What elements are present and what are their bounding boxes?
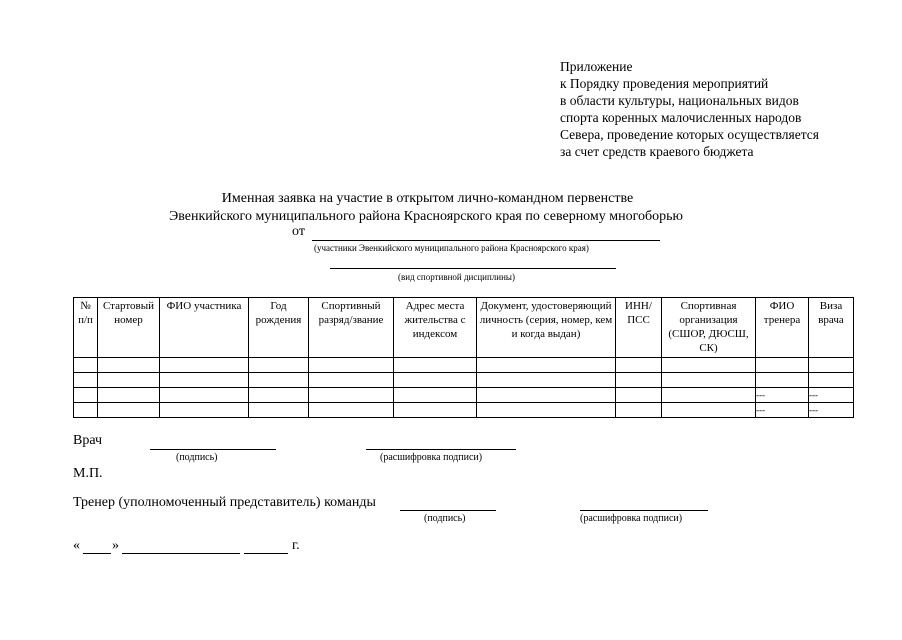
table-cell[interactable] <box>616 403 662 418</box>
appendix-line: в области культуры, национальных видов <box>560 93 799 108</box>
table-row <box>74 403 854 418</box>
table-row <box>74 388 854 403</box>
doctor-label: Врач <box>73 433 103 448</box>
appendix-line: к Порядку проведения мероприятий <box>560 76 769 91</box>
table-cell[interactable] <box>98 373 160 388</box>
table-cell[interactable] <box>309 358 394 373</box>
appendix-line: спорта коренных малочисленных народов <box>560 110 802 125</box>
appendix-line: за счет средств краевого бюджета <box>560 144 754 159</box>
table-cell[interactable] <box>98 403 160 418</box>
table-cell[interactable] <box>809 373 854 388</box>
coach-decode-line[interactable] <box>580 510 708 511</box>
coach-decode-caption: (расшифровка подписи) <box>580 513 683 524</box>
header-cell: Стартовый номер <box>98 298 160 358</box>
date-year-line[interactable] <box>244 553 288 554</box>
appendix-block <box>560 58 819 160</box>
doctor-decode-line[interactable] <box>366 449 516 450</box>
table-cell[interactable] <box>756 358 809 373</box>
table-cell[interactable] <box>160 373 249 388</box>
header-cell: Спортивная организация (СШОР, ДЮСШ, СК) <box>662 298 756 358</box>
table-cell[interactable] <box>249 388 309 403</box>
header-cell: ФИО участника <box>160 298 249 358</box>
date-day-line[interactable] <box>83 553 111 554</box>
table-cell-dash[interactable]: --- <box>809 403 854 418</box>
sport-fill-line <box>330 268 616 269</box>
table-cell[interactable] <box>98 358 160 373</box>
header-cell: ФИО тренера <box>756 298 809 358</box>
table-cell[interactable] <box>74 358 98 373</box>
appendix-line: Севера, проведение которых осуществляется <box>560 127 819 142</box>
from-caption: (участники Эвенкийского муниципального района Красноярского края) <box>314 243 589 253</box>
from-label: от <box>292 224 305 239</box>
header-cell: № п/п <box>74 298 98 358</box>
table-cell[interactable] <box>477 388 616 403</box>
doctor-decode-caption: (расшифровка подписи) <box>380 452 483 463</box>
appendix-line: Приложение <box>560 59 633 74</box>
table-cell[interactable] <box>309 403 394 418</box>
table-cell[interactable] <box>249 373 309 388</box>
from-fill-line <box>312 240 660 241</box>
header-cell: Виза врача <box>809 298 854 358</box>
table-cell[interactable] <box>662 388 756 403</box>
coach-sign-caption: (подпись) <box>424 513 466 524</box>
table-row <box>74 358 854 373</box>
header-cell: Год рождения <box>249 298 309 358</box>
header-cell: Документ, удостоверяющий личность (серия, номер, кем и когда выдан) <box>477 298 616 358</box>
table-cell[interactable] <box>809 358 854 373</box>
table-cell-dash[interactable]: --- <box>756 388 809 403</box>
table-cell[interactable] <box>309 388 394 403</box>
table-cell[interactable] <box>662 403 756 418</box>
table-cell[interactable] <box>249 358 309 373</box>
table-cell[interactable] <box>309 373 394 388</box>
year-suffix: г. <box>292 538 300 553</box>
table-cell[interactable] <box>616 388 662 403</box>
title-line-1: Именная заявка на участие в открытом лично-командном первенстве <box>221 191 634 206</box>
document-title <box>0 190 902 226</box>
stamp-label: М.П. <box>73 466 103 481</box>
table-cell[interactable] <box>160 403 249 418</box>
table-cell[interactable] <box>74 403 98 418</box>
doctor-sign-caption: (подпись) <box>176 452 218 463</box>
table-cell[interactable] <box>394 403 477 418</box>
table-cell-dash[interactable]: --- <box>756 403 809 418</box>
coach-sign-line[interactable] <box>400 510 496 511</box>
table-cell[interactable] <box>477 358 616 373</box>
table-cell-dash[interactable]: --- <box>809 388 854 403</box>
participants-table <box>73 297 854 418</box>
sport-caption: (вид спортивной дисциплины) <box>398 272 515 282</box>
table-row <box>74 373 854 388</box>
table-cell[interactable] <box>74 388 98 403</box>
table-cell[interactable] <box>756 373 809 388</box>
table-cell[interactable] <box>394 373 477 388</box>
table-cell[interactable] <box>249 403 309 418</box>
coach-label: Тренер (уполномоченный представитель) команды <box>73 495 376 510</box>
table-cell[interactable] <box>160 358 249 373</box>
title-line-2: Эвенкийского муниципального района Красноярского края по северному многоборью <box>168 209 683 224</box>
header-cell: Спортивный разряд/звание <box>309 298 394 358</box>
table-cell[interactable] <box>98 388 160 403</box>
table-cell[interactable] <box>662 358 756 373</box>
table-cell[interactable] <box>394 388 477 403</box>
doctor-sign-line[interactable] <box>150 449 276 450</box>
table-cell[interactable] <box>477 403 616 418</box>
table-cell[interactable] <box>662 373 756 388</box>
table-header-row <box>74 298 854 358</box>
header-cell: Адрес места жительства с индексом <box>394 298 477 358</box>
date-open-quote: « <box>73 538 80 553</box>
table-cell[interactable] <box>616 358 662 373</box>
table-cell[interactable] <box>74 373 98 388</box>
table-cell[interactable] <box>394 358 477 373</box>
date-month-line[interactable] <box>122 553 240 554</box>
header-cell: ИНН/ ПСС <box>616 298 662 358</box>
date-close-quote: » <box>112 538 119 553</box>
table-cell[interactable] <box>477 373 616 388</box>
table-cell[interactable] <box>160 388 249 403</box>
table-cell[interactable] <box>616 373 662 388</box>
